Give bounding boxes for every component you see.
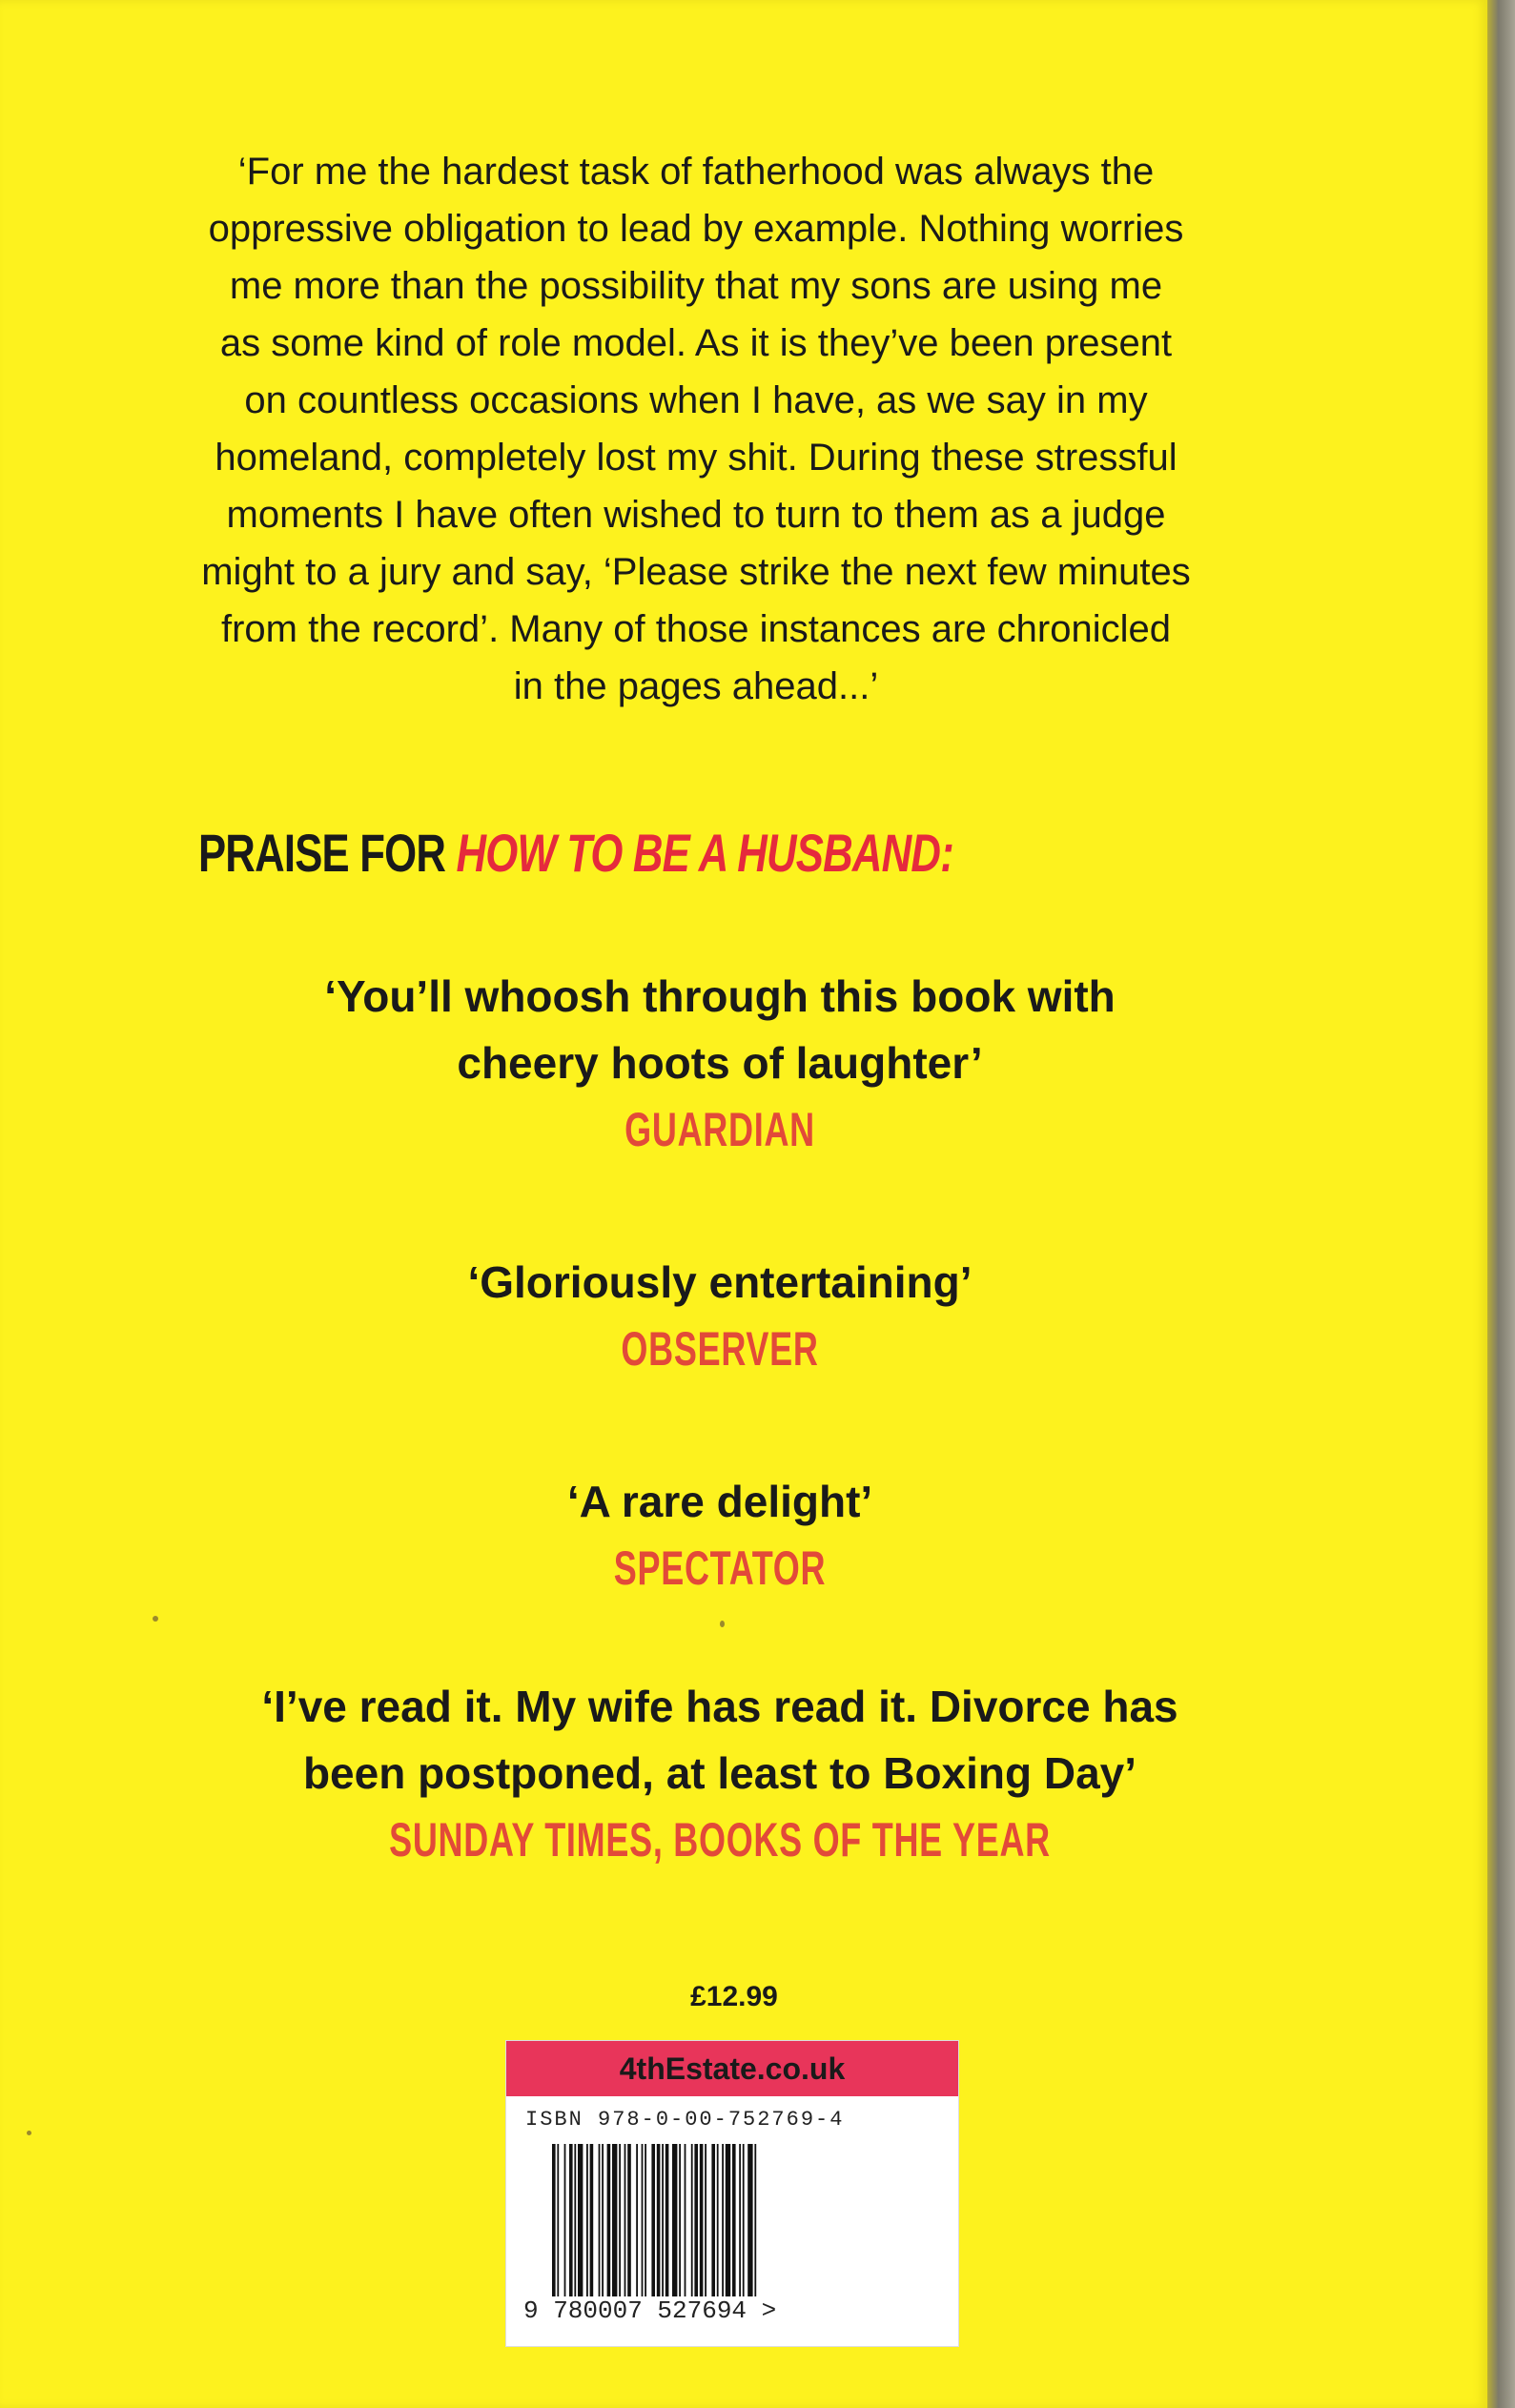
barcode-bar bbox=[586, 2144, 588, 2296]
barcode-bar bbox=[685, 2144, 686, 2296]
barcode-bar bbox=[722, 2144, 724, 2296]
quote-line: ‘Gloriously entertaining’ bbox=[467, 1257, 972, 1307]
extract-line: me more than the possibility that my sons are using me bbox=[229, 265, 1163, 307]
barcode-bar bbox=[645, 2144, 646, 2296]
barcode-bar bbox=[619, 2144, 621, 2296]
barcode-bar bbox=[679, 2144, 681, 2296]
barcode-bar bbox=[590, 2144, 594, 2296]
barcode-bar bbox=[612, 2144, 617, 2296]
barcode-bar bbox=[717, 2144, 719, 2296]
barcode-bar bbox=[662, 2144, 664, 2296]
quote-source: OBSERVER bbox=[621, 1322, 819, 1376]
quote-line: been postponed, at least to Boxing Day’ bbox=[302, 1748, 1137, 1798]
barcode-bar bbox=[747, 2144, 752, 2296]
barcode-graphic bbox=[552, 2144, 943, 2311]
barcode-bar bbox=[564, 2144, 566, 2296]
barcode-bar bbox=[578, 2144, 583, 2296]
quote-line: ‘You’ll whoosh through this book with bbox=[324, 971, 1116, 1021]
barcode-bar bbox=[711, 2144, 715, 2296]
quote-line: ‘A rare delight’ bbox=[566, 1477, 873, 1526]
barcode-digits: 9 780007 527694 > bbox=[523, 2296, 777, 2325]
barcode-bar bbox=[739, 2144, 741, 2296]
price-label: £12.99 bbox=[690, 1981, 778, 2012]
scan-edge bbox=[1487, 0, 1515, 2408]
review-quote bbox=[124, 963, 1316, 1163]
barcode-bar bbox=[705, 2144, 706, 2296]
quote-line: cheery hoots of laughter’ bbox=[457, 1038, 983, 1088]
barcode-bar bbox=[569, 2144, 573, 2296]
review-quote bbox=[124, 1673, 1316, 1873]
extract-line: oppressive obligation to lead by example. Nothing worries bbox=[208, 208, 1184, 250]
speck-mark bbox=[153, 1616, 158, 1622]
extract-line: on countless occasions when I have, as we say in my bbox=[244, 379, 1148, 421]
barcode-bar bbox=[552, 2144, 556, 2296]
publisher-url: 4thEstate.co.uk bbox=[506, 2041, 958, 2096]
quote-text bbox=[124, 1249, 1316, 1316]
review-quote bbox=[124, 1468, 1316, 1602]
barcode-bar bbox=[642, 2144, 644, 2296]
extract-line: homeland, completely lost my shit. During these stressful bbox=[215, 437, 1177, 479]
barcode-bar bbox=[557, 2144, 559, 2296]
barcode-bar bbox=[754, 2144, 756, 2296]
review-quote bbox=[124, 1249, 1316, 1382]
barcode-bar bbox=[665, 2144, 669, 2296]
quote-source: GUARDIAN bbox=[624, 1103, 815, 1156]
barcode-bar bbox=[599, 2144, 601, 2296]
barcode-bar bbox=[602, 2144, 604, 2296]
barcode-bar bbox=[624, 2144, 626, 2296]
barcode-bar bbox=[700, 2144, 704, 2296]
barcode-bar bbox=[694, 2144, 698, 2296]
barcode-bar bbox=[636, 2144, 638, 2296]
barcode-bar bbox=[743, 2144, 745, 2296]
quote-text bbox=[124, 1468, 1316, 1535]
barcode-bar bbox=[574, 2144, 576, 2296]
quote-source: SPECTATOR bbox=[613, 1541, 827, 1595]
isbn-label: ISBN 978-0-00-752769-4 bbox=[525, 2108, 845, 2132]
barcode-bar bbox=[691, 2144, 693, 2296]
extract-line: moments I have often wished to turn to them as a judge bbox=[226, 494, 1166, 536]
speck-mark bbox=[720, 1621, 725, 1627]
barcode-bar bbox=[726, 2144, 730, 2296]
barcode-bar bbox=[657, 2144, 661, 2296]
extract-line: ‘For me the hardest task of fatherhood was always the bbox=[237, 151, 1155, 193]
extract-line: from the record’. Many of those instances are chronicled bbox=[220, 608, 1172, 650]
praise-lead: PRAISE FOR bbox=[197, 823, 457, 883]
barcode-bar bbox=[607, 2144, 611, 2296]
barcode-panel bbox=[505, 2040, 959, 2347]
speck-mark bbox=[27, 2131, 31, 2135]
praise-book-title: HOW TO BE A HUSBAND: bbox=[456, 823, 953, 883]
extract-line: as some kind of role model. As it is they’ve been present bbox=[219, 322, 1173, 364]
quote-source: SUNDAY TIMES, BOOKS OF THE YEAR bbox=[389, 1813, 1051, 1867]
barcode-bar bbox=[651, 2144, 655, 2296]
barcode-bar bbox=[732, 2144, 736, 2296]
extract-line: might to a jury and say, ‘Please strike the next few minutes bbox=[201, 551, 1191, 593]
barcode-bar bbox=[672, 2144, 677, 2296]
quote-text bbox=[124, 1673, 1316, 1806]
barcode-bar bbox=[627, 2144, 631, 2296]
quote-line: ‘I’ve read it. My wife has read it. Divorce has bbox=[261, 1682, 1178, 1731]
praise-heading bbox=[130, 822, 1022, 884]
quote-text bbox=[124, 963, 1316, 1096]
book-extract bbox=[124, 143, 1268, 715]
extract-line: in the pages ahead...’ bbox=[513, 665, 879, 707]
